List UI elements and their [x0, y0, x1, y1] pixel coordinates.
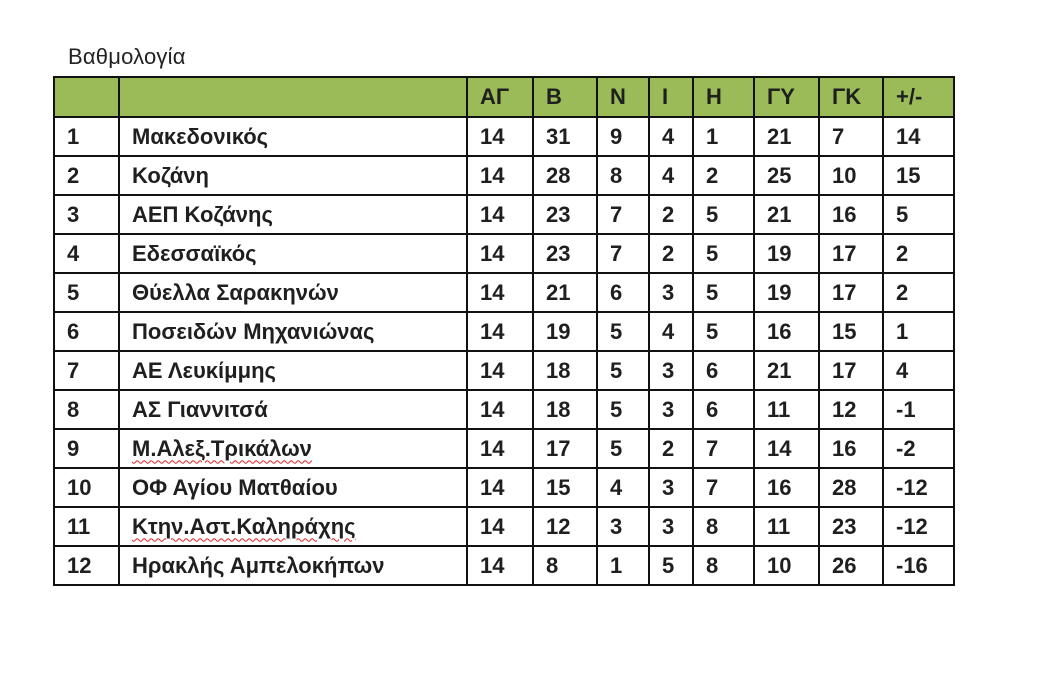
- games-cell: 14: [467, 156, 533, 195]
- losses-cell: 5: [693, 195, 754, 234]
- goals-for-cell: 25: [754, 156, 819, 195]
- goals-against-cell: 7: [819, 117, 883, 156]
- goals-for-cell: 21: [754, 351, 819, 390]
- goals-against-cell: 12: [819, 390, 883, 429]
- team-name-text: ΑΣ Γιαννιτσά: [132, 396, 268, 422]
- header-cell-games: ΑΓ: [467, 77, 533, 117]
- team-name-cell: [119, 390, 467, 429]
- losses-cell: 8: [693, 507, 754, 546]
- draws-cell: 2: [649, 195, 693, 234]
- losses-cell: 5: [693, 273, 754, 312]
- games-cell: 14: [467, 507, 533, 546]
- header-cell-position: [54, 77, 119, 117]
- team-name-text: Θύελλα Σαρακηνών: [132, 279, 339, 305]
- games-cell: 14: [467, 546, 533, 585]
- wins-cell: 6: [597, 273, 649, 312]
- table-row: [54, 312, 954, 351]
- goals-against-cell: 10: [819, 156, 883, 195]
- team-name-text: Μακεδονικός: [132, 123, 269, 149]
- position-cell: 7: [54, 351, 119, 390]
- table-row: [54, 351, 954, 390]
- standings-table: [53, 76, 955, 586]
- points-cell: 31: [533, 117, 597, 156]
- goal-difference-cell: -1: [883, 390, 954, 429]
- header-cell-goals-for: ΓΥ: [754, 77, 819, 117]
- losses-cell: 6: [693, 351, 754, 390]
- team-name-text: Εδεσσαϊκός: [132, 240, 257, 266]
- games-cell: 14: [467, 195, 533, 234]
- games-cell: 14: [467, 117, 533, 156]
- wins-cell: 5: [597, 390, 649, 429]
- team-name-cell: [119, 117, 467, 156]
- draws-cell: 4: [649, 156, 693, 195]
- header-cell-goal-difference: +/-: [883, 77, 954, 117]
- team-name-text: ΑΕΠ Κοζάνης: [132, 201, 273, 227]
- games-cell: 14: [467, 351, 533, 390]
- table-caption: Βαθμολογία: [68, 44, 186, 69]
- team-name-cell: [119, 312, 467, 351]
- table-row: [54, 156, 954, 195]
- goal-difference-cell: 14: [883, 117, 954, 156]
- goal-difference-cell: 2: [883, 234, 954, 273]
- wins-cell: 7: [597, 195, 649, 234]
- goal-difference-cell: -12: [883, 468, 954, 507]
- team-name-cell: [119, 234, 467, 273]
- draws-cell: 4: [649, 312, 693, 351]
- position-cell: 10: [54, 468, 119, 507]
- position-cell: 6: [54, 312, 119, 351]
- team-name-text: Ποσειδών Μηχανιώνας: [132, 318, 375, 344]
- team-name-text: Κτην.Αστ.Καληράχης: [132, 513, 356, 539]
- header-cell-wins: Ν: [597, 77, 649, 117]
- goal-difference-cell: 2: [883, 273, 954, 312]
- goal-difference-cell: 1: [883, 312, 954, 351]
- games-cell: 14: [467, 429, 533, 468]
- table-row: [54, 195, 954, 234]
- losses-cell: 8: [693, 546, 754, 585]
- table-row: [54, 468, 954, 507]
- position-cell: 3: [54, 195, 119, 234]
- draws-cell: 3: [649, 351, 693, 390]
- wins-cell: 3: [597, 507, 649, 546]
- wins-cell: 5: [597, 429, 649, 468]
- header-row: [54, 77, 954, 117]
- team-name-cell: [119, 273, 467, 312]
- draws-cell: 4: [649, 117, 693, 156]
- header-cell-goals-against: ΓΚ: [819, 77, 883, 117]
- goals-against-cell: 26: [819, 546, 883, 585]
- points-cell: 12: [533, 507, 597, 546]
- position-cell: 2: [54, 156, 119, 195]
- position-cell: 8: [54, 390, 119, 429]
- table-row: [54, 390, 954, 429]
- games-cell: 14: [467, 312, 533, 351]
- header-cell-draws: Ι: [649, 77, 693, 117]
- team-name-text: Ηρακλής Αμπελοκήπων: [132, 552, 385, 578]
- goals-against-cell: 17: [819, 234, 883, 273]
- goals-against-cell: 16: [819, 429, 883, 468]
- goal-difference-cell: 5: [883, 195, 954, 234]
- draws-cell: 3: [649, 507, 693, 546]
- games-cell: 14: [467, 468, 533, 507]
- table-row: [54, 507, 954, 546]
- table-row: [54, 117, 954, 156]
- goals-for-cell: 10: [754, 546, 819, 585]
- team-name-cell: [119, 546, 467, 585]
- losses-cell: 7: [693, 468, 754, 507]
- draws-cell: 2: [649, 429, 693, 468]
- header-cell-team: [119, 77, 467, 117]
- team-name-cell: [119, 195, 467, 234]
- goals-for-cell: 21: [754, 195, 819, 234]
- table-row: [54, 273, 954, 312]
- points-cell: 15: [533, 468, 597, 507]
- team-name-text: Μ.Αλεξ.Τρικάλων: [132, 435, 312, 461]
- draws-cell: 5: [649, 546, 693, 585]
- points-cell: 17: [533, 429, 597, 468]
- draws-cell: 2: [649, 234, 693, 273]
- games-cell: 14: [467, 390, 533, 429]
- goals-against-cell: 17: [819, 273, 883, 312]
- losses-cell: 5: [693, 312, 754, 351]
- table-row: [54, 546, 954, 585]
- goal-difference-cell: 4: [883, 351, 954, 390]
- points-cell: 21: [533, 273, 597, 312]
- table-row: [54, 429, 954, 468]
- goals-for-cell: 11: [754, 390, 819, 429]
- points-cell: 28: [533, 156, 597, 195]
- position-cell: 5: [54, 273, 119, 312]
- draws-cell: 3: [649, 468, 693, 507]
- goals-for-cell: 19: [754, 273, 819, 312]
- table-body: [54, 117, 954, 585]
- goal-difference-cell: 15: [883, 156, 954, 195]
- header-cell-points: Β: [533, 77, 597, 117]
- goal-difference-cell: -16: [883, 546, 954, 585]
- team-name-cell: [119, 351, 467, 390]
- position-cell: 1: [54, 117, 119, 156]
- games-cell: 14: [467, 234, 533, 273]
- goals-against-cell: 15: [819, 312, 883, 351]
- draws-cell: 3: [649, 390, 693, 429]
- wins-cell: 1: [597, 546, 649, 585]
- team-name-cell: [119, 429, 467, 468]
- wins-cell: 7: [597, 234, 649, 273]
- goal-difference-cell: -2: [883, 429, 954, 468]
- goals-for-cell: 11: [754, 507, 819, 546]
- goals-against-cell: 23: [819, 507, 883, 546]
- team-name-cell: [119, 156, 467, 195]
- goals-for-cell: 14: [754, 429, 819, 468]
- losses-cell: 1: [693, 117, 754, 156]
- team-name-cell: [119, 468, 467, 507]
- losses-cell: 2: [693, 156, 754, 195]
- table-row: [54, 234, 954, 273]
- position-cell: 12: [54, 546, 119, 585]
- team-name-text: Κοζάνη: [132, 162, 209, 188]
- team-name-cell: [119, 507, 467, 546]
- wins-cell: 4: [597, 468, 649, 507]
- goal-difference-cell: -12: [883, 507, 954, 546]
- goals-for-cell: 16: [754, 468, 819, 507]
- points-cell: 18: [533, 351, 597, 390]
- wins-cell: 5: [597, 351, 649, 390]
- goals-for-cell: 19: [754, 234, 819, 273]
- team-name-text: ΑΕ Λευκίμμης: [132, 357, 276, 383]
- losses-cell: 5: [693, 234, 754, 273]
- points-cell: 18: [533, 390, 597, 429]
- points-cell: 23: [533, 234, 597, 273]
- goals-against-cell: 17: [819, 351, 883, 390]
- draws-cell: 3: [649, 273, 693, 312]
- points-cell: 8: [533, 546, 597, 585]
- points-cell: 23: [533, 195, 597, 234]
- position-cell: 9: [54, 429, 119, 468]
- goals-for-cell: 21: [754, 117, 819, 156]
- header-cell-losses: Η: [693, 77, 754, 117]
- wins-cell: 8: [597, 156, 649, 195]
- goals-against-cell: 28: [819, 468, 883, 507]
- goals-against-cell: 16: [819, 195, 883, 234]
- losses-cell: 7: [693, 429, 754, 468]
- position-cell: 4: [54, 234, 119, 273]
- wins-cell: 9: [597, 117, 649, 156]
- losses-cell: 6: [693, 390, 754, 429]
- team-name-text: ΟΦ Αγίου Ματθαίου: [132, 474, 338, 500]
- games-cell: 14: [467, 273, 533, 312]
- wins-cell: 5: [597, 312, 649, 351]
- points-cell: 19: [533, 312, 597, 351]
- goals-for-cell: 16: [754, 312, 819, 351]
- position-cell: 11: [54, 507, 119, 546]
